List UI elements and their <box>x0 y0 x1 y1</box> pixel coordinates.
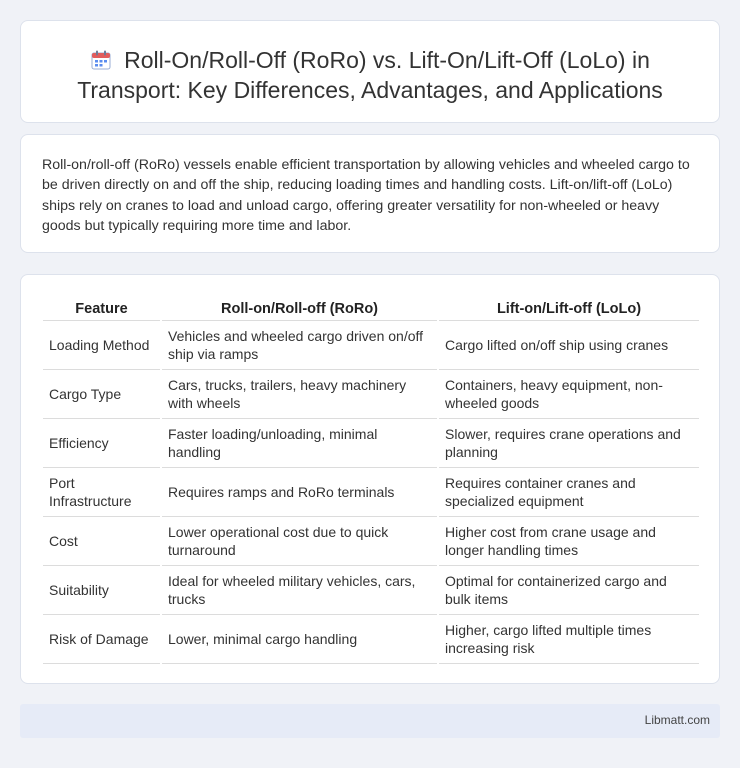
title-card <box>20 20 720 123</box>
lolo-cell: Requires container cranes and specialized equipment <box>438 467 699 516</box>
feature-cell: Cost <box>43 516 161 565</box>
footer-brand[interactable]: Libmatt.com <box>644 713 710 727</box>
column-header-feature: Feature <box>43 293 161 320</box>
table-row <box>43 320 699 369</box>
lolo-cell: Slower, requires crane operations and planning <box>438 418 699 467</box>
roro-cell: Faster loading/unloading, minimal handling <box>161 418 438 467</box>
footer-bar <box>20 704 720 738</box>
feature-cell: Suitability <box>43 565 161 614</box>
table-row <box>43 614 699 663</box>
table-row <box>43 516 699 565</box>
table-header-row <box>43 293 699 320</box>
feature-cell: Port Infrastructure <box>43 467 161 516</box>
table-row <box>43 565 699 614</box>
page-title-text: Roll-On/Roll-Off (RoRo) vs. Lift-On/Lift-Off (LoLo) in Transport: Key Differences, Advantages, and Applications <box>77 47 663 103</box>
intro-card <box>20 134 720 253</box>
lolo-cell: Higher cost from crane usage and longer handling times <box>438 516 699 565</box>
feature-cell: Cargo Type <box>43 369 161 418</box>
lolo-cell: Higher, cargo lifted multiple times increasing risk <box>438 614 699 663</box>
comparison-table <box>43 293 699 664</box>
lolo-cell: Containers, heavy equipment, non-wheeled goods <box>438 369 699 418</box>
lolo-cell: Cargo lifted on/off ship using cranes <box>438 320 699 369</box>
comparison-card <box>20 274 720 684</box>
table-row <box>43 369 699 418</box>
feature-cell: Efficiency <box>43 418 161 467</box>
roro-cell: Lower, minimal cargo handling <box>161 614 438 663</box>
lolo-cell: Optimal for containerized cargo and bulk items <box>438 565 699 614</box>
roro-cell: Requires ramps and RoRo terminals <box>161 467 438 516</box>
roro-cell: Lower operational cost due to quick turnaround <box>161 516 438 565</box>
roro-cell: Vehicles and wheeled cargo driven on/off ship via ramps <box>161 320 438 369</box>
calendar-icon <box>90 49 112 71</box>
column-header-roro: Roll-on/Roll-off (RoRo) <box>161 293 438 320</box>
intro-paragraph: Roll-on/roll-off (RoRo) vessels enable efficient transportation by allowing vehicles and wheeled cargo to be driven directly on and off the ship, reducing loading times and handling costs. Lift-on/lift-off (LoLo) ships rely on cranes to load and unload cargo, offering greater versatility for non-wheeled or heavy goods but typically requiring more time and labor. <box>42 157 690 234</box>
table-row <box>43 418 699 467</box>
page-title <box>51 45 689 105</box>
feature-cell: Loading Method <box>43 320 161 369</box>
roro-cell: Ideal for wheeled military vehicles, cars, trucks <box>161 565 438 614</box>
column-header-lolo: Lift-on/Lift-off (LoLo) <box>438 293 699 320</box>
feature-cell: Risk of Damage <box>43 614 161 663</box>
table-row <box>43 467 699 516</box>
roro-cell: Cars, trucks, trailers, heavy machinery with wheels <box>161 369 438 418</box>
